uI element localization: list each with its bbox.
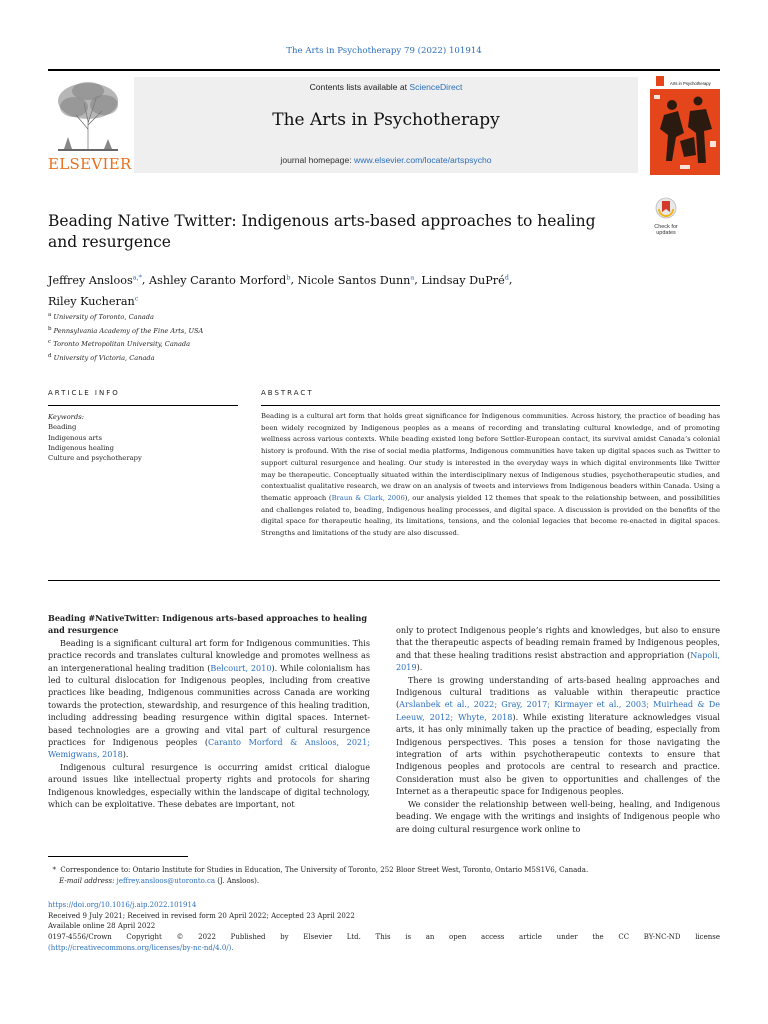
keywords-label: Keywords:: [48, 413, 85, 421]
keyword: Indigenous arts: [48, 433, 102, 442]
affiliation: $^b$ Pennsylvania Academy of the Fine Arts, USA: [48, 325, 204, 335]
journal-banner: [134, 77, 638, 173]
footnotes: [48, 865, 720, 886]
masthead: [48, 69, 720, 181]
paragraph: There is growing understanding of arts-based healing approaches and Indigenous cultural traditions as valuable within therapeutic practice (Arslanbek et al., 2022; Gray, 2017; Kirmayer et al., 2003; Muirhead & De Leeuw, 2012; Whyte, 2018). While existing literature acknowledges visual arts, it has only minimally taken up the practice of beading, especially from Indigenous perspectives. This poses a tension for those navigating the integration of arts within psychotherapeutic contexts to ensure that Indigenous peoples and protocols are central to research and practice. Consideration must also be given to opportunities and challenges of the Internet as a therapeutic space for Indigenous peoples.: [396, 674, 720, 797]
divider: [48, 580, 720, 581]
paragraph: Indigenous cultural resurgence is occurring amidst critical dialogue around issues like intellectual property rights and protocols for sharing Indigenous knowledges, especially within the landscape of digital technology, which can be exploitative. These debates are important, not: [48, 761, 370, 810]
footnote-divider: [48, 856, 188, 857]
author[interactable]: Lindsay DuPré$^d$: [421, 273, 509, 287]
section-heading: Beading #NativeTwitter: Indigenous arts-based approaches to healing and resurgence: [48, 613, 368, 636]
article-info-label: ARTICLE INFO: [48, 389, 120, 397]
citation-link[interactable]: Braun & Clark, 2006: [331, 493, 405, 502]
author[interactable]: Nicole Santos Dunn$^a$: [297, 273, 415, 287]
license-text: 0197-4556/Crown Copyright © 2022 Published by Elsevier Ltd. This is an open access article under the CC BY-NC-ND license: [48, 933, 720, 942]
author[interactable]: Ashley Caranto Morford$^b$: [149, 273, 291, 287]
citation-link[interactable]: Caranto Morford & Ansloos, 2021; Wemigwans, 2018: [48, 737, 371, 760]
elsevier-logo[interactable]: [48, 79, 132, 173]
article-title: Beading Native Twitter: Indigenous arts-based approaches to healing and resurgence: [48, 212, 596, 251]
journal-cover-image: [650, 71, 720, 175]
divider: [48, 405, 238, 406]
journal-homepage: journal homepage: www.elsevier.com/locate/artspsycho: [280, 155, 492, 165]
received-dates: Received 9 July 2021; Received in revised form 20 April 2022; Accepted 23 April 2022: [48, 911, 355, 920]
check-line-1: Check for: [654, 224, 678, 230]
author[interactable]: Jeffrey Ansloos$^{a,*}$: [48, 273, 142, 287]
paragraph: only to protect Indigenous people’s rights and knowledges, but also to ensure that the therapeutic aspects of beading remain framed by Indigenous peoples, and that these healing traditions resist abstraction and appropriation (Napoli, 2019).: [396, 625, 720, 673]
publication-info: [48, 900, 720, 954]
affiliation: $^d$ University of Victoria, Canada: [48, 353, 155, 363]
paragraph: Beading is a significant cultural art form for Indigenous communities. This practice records and translates cultural knowledge and promotes wellness as an intergenerational healing tradition (Belcourt, 2010). While colonialism has led to cultural dislocation for Indigenous peoples, including from creative practices like beading, Indigenous communities across Canada are working towards the protection, stewardship, and resurgence of this healing tradition, including addressing beading resurgence within digital spaces. Internet-based technologies are a growing and vital part of cultural resurgence practices for Indigenous peoples (Caranto Morford & Ansloos, 2021; Wemigwans, 2018).: [48, 637, 371, 760]
citation-link[interactable]: Napoli, 2019: [396, 649, 720, 673]
keyword: Indigenous healing: [48, 443, 114, 452]
author-list: Jeffrey Ansloos$^{a,*}$, Ashley Caranto Morford$^b$, Nicole Santos Dunn$^a$, Lindsay DuPré$^d$, Riley Kucheran$^c$: [48, 273, 513, 309]
available-online: Available online 28 April 2022: [48, 922, 156, 931]
contents-line: Contents lists available at ScienceDirect: [309, 82, 463, 92]
affiliation: $^c$ Toronto Metropolitan University, Canada: [48, 339, 191, 349]
body-column-left: [48, 612, 370, 811]
affiliations: [48, 310, 448, 365]
publisher-logo-text: ELSEVIER: [48, 155, 132, 173]
paragraph: We consider the relationship between well-being, healing, and Indigenous beading. We engage with the writings and insights of Indigenous people who are doing cultural resurgence work online to: [396, 798, 720, 834]
divider: [261, 405, 720, 406]
affiliation: $^a$ University of Toronto, Canada: [48, 312, 154, 322]
check-for-updates-badge[interactable]: [645, 197, 687, 236]
email-link[interactable]: jeffrey.ansloos@utoronto.ca: [116, 876, 216, 885]
body-column-right: [396, 624, 720, 835]
abstract-label: ABSTRACT: [261, 389, 314, 397]
cover-label: Arts in Psychotherapy: [670, 81, 711, 86]
doi-link[interactable]: https://doi.org/10.1016/j.aip.2022.101914: [48, 901, 197, 909]
keyword: Beading: [48, 423, 77, 432]
author[interactable]: Riley Kucheran$^c$: [48, 294, 139, 309]
citation-link[interactable]: Belcourt, 2010: [210, 662, 272, 673]
email-note: E-mail address: jeffrey.ansloos@utoronto.ca (J. Ansloos).: [59, 876, 260, 885]
correspondence-note: * Correspondence to: Ontario Institute for Studies in Education, The University of Toronto, 252 Bloor Street West, Toronto, Ontario M5S1V6, Canada.: [48, 866, 589, 874]
license-link[interactable]: (http://creativecommons.org/licenses/by-nc-nd/4.0/).: [48, 943, 234, 952]
journal-title: The Arts in Psychotherapy: [272, 110, 500, 130]
check-for-updates-icon: [653, 197, 679, 219]
check-line-2: updates: [656, 230, 676, 236]
abstract-text: Beading is a cultural art form that holds great significance for Indigenous communities. Across history, the practice of beading has been widely recognized by Indigenous peoples as a means of recording and translating cultural knowledge, and of promoting wellness across various contexts. While beading existed long before Settler-European contact, its survival amidst Canada’s colonial history is profound. With the rise of social media platforms, Indigenous communities have taken up digital spaces such as Twitter to support cultural resurgence and healing. Our study is interested in the everyday ways in which digital environments like Twitter may be therapeutic. Conceptually situated within the interdisciplinary nexus of Indigenous studies, psychotherapeutic studies, and contextualist qualitative research, we draw on an analysis of tweets and interviews from Indigenous beaders within Canada. Using a thematic approach (Braun & Clark, 2006), our analysis yielded 12 themes that speak to the relationship between, and possibilities and challenges related to, beading, Indigenous healing processes, and digital space. A discussion is provided on the benefits of the digital space for therapeutic healing, its limitations, tensions, and the colonial legacies that become re-enacted in digital spaces. Strengths and limitations of the study are also discussed.: [261, 412, 720, 538]
keyword: Culture and psychotherapy: [48, 454, 142, 463]
journal-homepage-link[interactable]: www.elsevier.com/locate/artspsycho: [354, 155, 492, 165]
sciencedirect-link[interactable]: ScienceDirect: [409, 82, 463, 92]
journal-cover[interactable]: [650, 71, 720, 175]
journal-reference[interactable]: The Arts in Psychotherapy 79 (2022) 101914: [286, 46, 482, 56]
tree-icon: [48, 79, 128, 155]
keywords: [48, 412, 248, 463]
citation-link[interactable]: Arslanbek et al., 2022; Gray, 2017; Kirmayer et al., 2003; Muirhead & De Leeuw, 2012; Whyte, 2018: [396, 699, 720, 722]
